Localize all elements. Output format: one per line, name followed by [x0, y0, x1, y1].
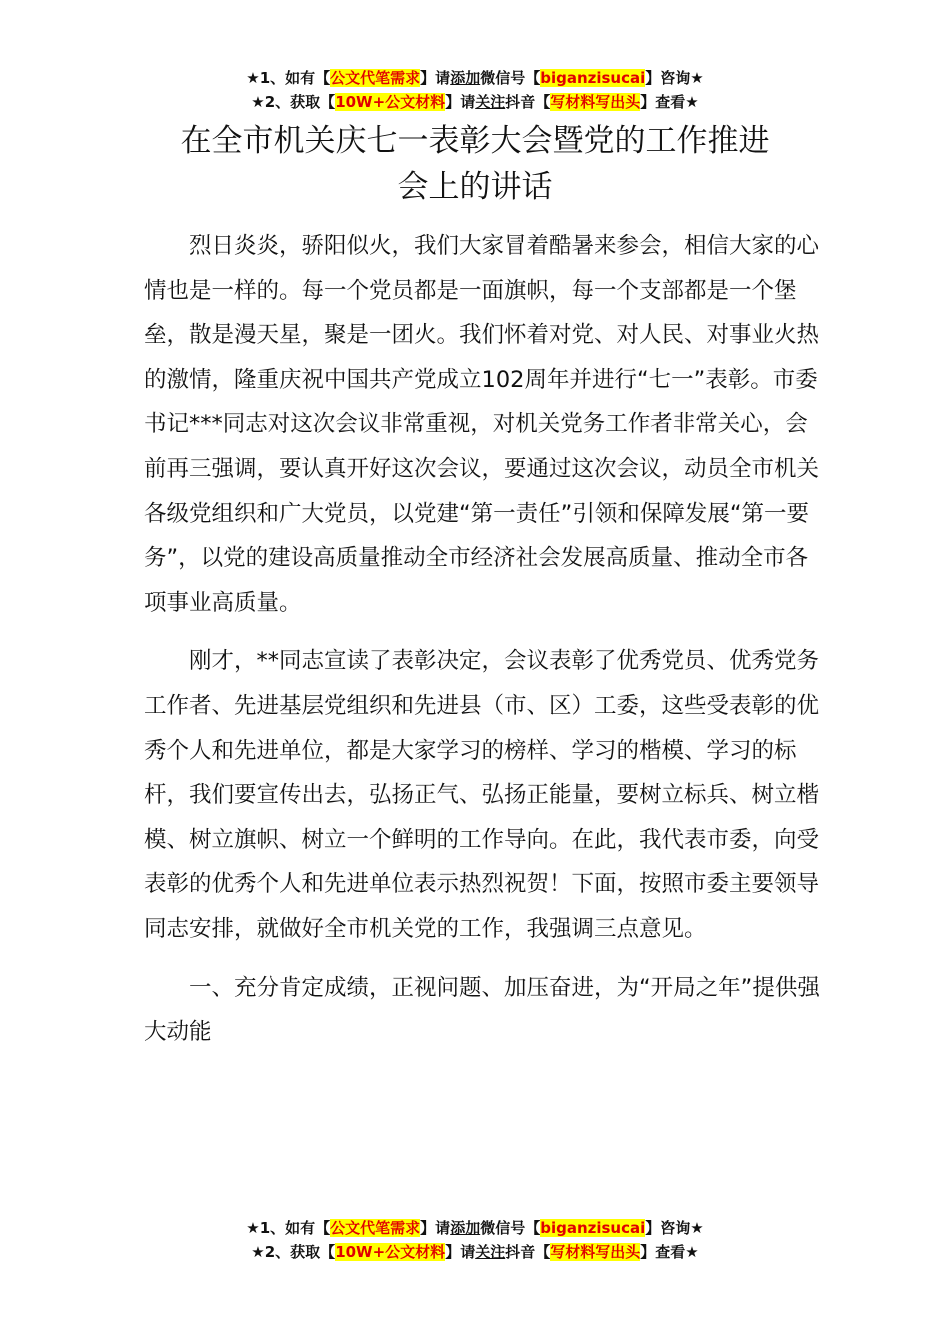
banner-text: ★2、获取【: [251, 93, 336, 111]
banner-highlight: 公文代笔需求: [330, 69, 421, 87]
document-title: [0, 118, 950, 210]
banner-emphasis: 关注: [475, 1243, 506, 1261]
body-paragraph: 烈日炎炎，骄阳似火，我们大家冒着酷暑来参会，相信大家的心情也是一样的。每一个党员都是一面旗帜，每一个支部都是一个堡垒，散是漫天星，聚是一团火。我们怀着对党、对人民、对事业火热的激情，隆重庆祝中国共产党成立102周年并进行“七一”表彰。市委书记***同志对这次会议非常重视，对机关党务工作者非常关心，会前再三强调，要认真开好这次会议，要通过这次会议，动员全市机关各级党组织和广大党员，以党建“第一责任”引领和保障发展“第一要务”，以党的建设高质量推动全市经济社会发展高质量、推动全市各项事业高质量。: [144, 233, 820, 616]
banner-highlight: 写材料写出头: [550, 93, 641, 111]
banner-text: ★1、如有【: [246, 69, 331, 87]
banner-line-2: [0, 1240, 950, 1264]
banner-text: 抖音【: [505, 1243, 551, 1261]
banner-emphasis: 关注: [475, 93, 506, 111]
banner-line-1: [0, 66, 950, 90]
banner-highlight: biganzisucai: [540, 69, 646, 87]
banner-text: 】咨询★: [645, 69, 704, 87]
banner-text: 抖音【: [505, 93, 551, 111]
banner-emphasis: 添加: [450, 1219, 481, 1237]
banner-text: 】查看★: [640, 1243, 699, 1261]
footer-banner: [0, 1216, 950, 1264]
section-heading: 一、充分肯定成绩，正视问题、加压奋进，为“开局之年”提供强大动能: [144, 974, 820, 1046]
banner-highlight: 公文代笔需求: [330, 1219, 421, 1237]
banner-text: 】请: [445, 1243, 476, 1261]
body-paragraph: 刚才，**同志宣读了表彰决定，会议表彰了优秀党员、优秀党务工作者、先进基层党组织和先进县（市、区）工委，这些受表彰的优秀个人和先进单位，都是大家学习的榜样、学习的楷模、学习的标杆，我们要宣传出去，弘扬正气、弘扬正能量，要树立标兵、树立楷模、树立旗帜、树立一个鲜明的工作导向。在此，我代表市委，向受表彰的优秀个人和先进单位表示热烈祝贺！下面，按照市委主要领导同志安排，就做好全市机关党的工作，我强调三点意见。: [144, 648, 820, 942]
title-line-2: 会上的讲话: [397, 169, 553, 205]
banner-text: 】请: [420, 69, 451, 87]
header-banner: [0, 66, 950, 114]
banner-highlight: 写材料写出头: [550, 1243, 641, 1261]
banner-highlight: 10W+公文材料: [335, 1243, 446, 1261]
banner-text: 】查看★: [640, 93, 699, 111]
document-body: [144, 224, 820, 1055]
banner-text: ★2、获取【: [251, 1243, 336, 1261]
banner-text: 】请: [445, 93, 476, 111]
banner-highlight: 10W+公文材料: [335, 93, 446, 111]
banner-text: ★1、如有【: [246, 1219, 331, 1237]
banner-emphasis: 添加: [450, 69, 481, 87]
banner-line-1: [0, 1216, 950, 1240]
banner-highlight: biganzisucai: [540, 1219, 646, 1237]
banner-text: 】咨询★: [645, 1219, 704, 1237]
banner-text: 微信号【: [480, 1219, 541, 1237]
banner-text: 】请: [420, 1219, 451, 1237]
banner-line-2: [0, 90, 950, 114]
title-line-1: 在全市机关庆七一表彰大会暨党的工作推进: [180, 123, 770, 159]
banner-text: 微信号【: [480, 69, 541, 87]
